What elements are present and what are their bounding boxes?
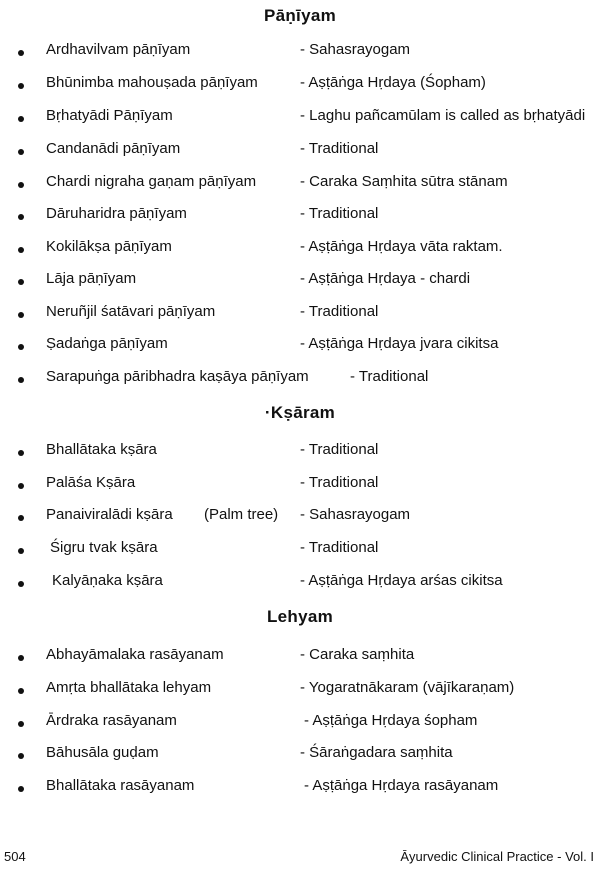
item-name: Bhūnimba mahouṣada pāṇīyam [46,74,258,91]
item-source: - Śāraṅgadara saṃhita [300,744,453,761]
item-source: - Aṣṭāṅga Hṛdaya vāta raktam. [300,238,503,255]
list-item [0,506,600,539]
section-title-ksaram: ·Kṣāram [264,403,336,422]
bullet [18,515,24,521]
list-item [0,744,600,777]
bullet [18,214,24,220]
bullet [18,450,24,456]
item-name: Bhallātaka kṣāra [46,441,157,458]
bullet [18,50,24,56]
list-item [0,474,600,507]
bullet [18,786,24,792]
section-title-lehyam: Lehyam [266,607,334,626]
item-source: - Aṣṭāṅga Hṛdaya śopham [304,712,478,729]
item-source: - Sahasrayogam [300,41,411,58]
item-name: Ardhavilvam pāṇīyam [46,41,191,58]
item-name: Palāśa Kṣāra [46,474,136,491]
list-item [0,74,600,107]
item-name: Lāja pāṇīyam [46,270,137,287]
item-name: Dāruharidra pāṇīyam [46,205,187,222]
list-item [0,270,600,303]
item-source: - Sahasrayogam [300,506,411,523]
item-name: Ārdraka rasāyanam [46,712,177,729]
list-item [0,368,600,401]
page-number: 504 [4,849,26,864]
item-name: Sarapuṅga pāribhadra kaṣāya pāṇīyam [46,368,309,385]
item-name: Śigru tvak kṣāra [50,539,158,556]
bullet [18,483,24,489]
item-source: - Traditional [300,140,379,157]
bullet [18,377,24,383]
bullet [18,581,24,587]
item-source: - Yogaratnākaram (vājīkaraṇam) [300,679,515,696]
item-name: Chardi nigraha gaṇam pāṇīyam [46,173,257,190]
item-note: (Palm tree) [204,506,279,523]
item-name: Kalyāṇaka kṣāra [52,572,163,589]
list-item [0,646,600,679]
item-name: Bṛhatyādi Pāṇīyam [46,107,173,124]
list-item [0,777,600,810]
section-title-paniyam: Pāṇīyam [263,6,337,25]
item-source: - Aṣṭāṅga Hṛdaya arśas cikitsa [300,572,503,589]
item-source: - Traditional [300,205,379,222]
item-source: - Caraka Saṃhita sūtra stānam [300,173,508,190]
item-source: - Aṣṭāṅga Hṛdaya - chardi [300,270,471,287]
item-name: Panaiviralādi kṣāra [46,506,173,523]
item-source: - Aṣṭāṅga Hṛdaya rasāyanam [304,777,499,794]
list-item [0,107,600,140]
list-item [0,303,600,336]
bullet [18,247,24,253]
item-name: Bāhusāla guḍam [46,744,159,761]
list-item [0,335,600,368]
item-name: Neruñjil śatāvari pāṇīyam [46,303,216,320]
item-source: - Traditional [350,368,429,385]
list-item [0,539,600,572]
list-item [0,679,600,712]
item-source: - Traditional [300,303,379,320]
item-source: - Aṣṭāṅga Hṛdaya (Śopham) [300,74,486,91]
item-source: - Caraka saṃhita [300,646,415,663]
item-source: - Traditional [300,441,379,458]
bullet [18,344,24,350]
item-name: Amṛta bhallātaka lehyam [46,679,212,696]
list-item [0,41,600,74]
list-item [0,140,600,173]
bullet [18,655,24,661]
bullet [18,548,24,554]
list-item [0,441,600,474]
book-title: Āyurvedic Clinical Practice - Vol. I [400,849,594,864]
list-item [0,572,600,605]
bullet [18,312,24,318]
item-name: Ṣadaṅga pāṇīyam [46,335,168,352]
list-item [0,205,600,238]
item-source: - Laghu pañcamūlam is called as bṛhatyādi [300,107,586,124]
bullet [18,182,24,188]
item-name: Kokilākṣa pāṇīyam [46,238,172,255]
bullet [18,83,24,89]
bullet [18,721,24,727]
item-source: - Traditional [300,539,379,556]
bullet [18,688,24,694]
bullet [18,116,24,122]
list-item [0,238,600,271]
item-name: Candanādi pāṇīyam [46,140,181,157]
bullet [18,149,24,155]
item-source: - Aṣṭāṅga Hṛdaya jvara cikitsa [300,335,499,352]
list-item [0,712,600,745]
bullet [18,279,24,285]
list-item [0,173,600,206]
item-name: Bhallātaka rasāyanam [46,777,195,794]
item-source: - Traditional [300,474,379,491]
bullet [18,753,24,759]
item-name: Abhayāmalaka rasāyanam [46,646,224,663]
